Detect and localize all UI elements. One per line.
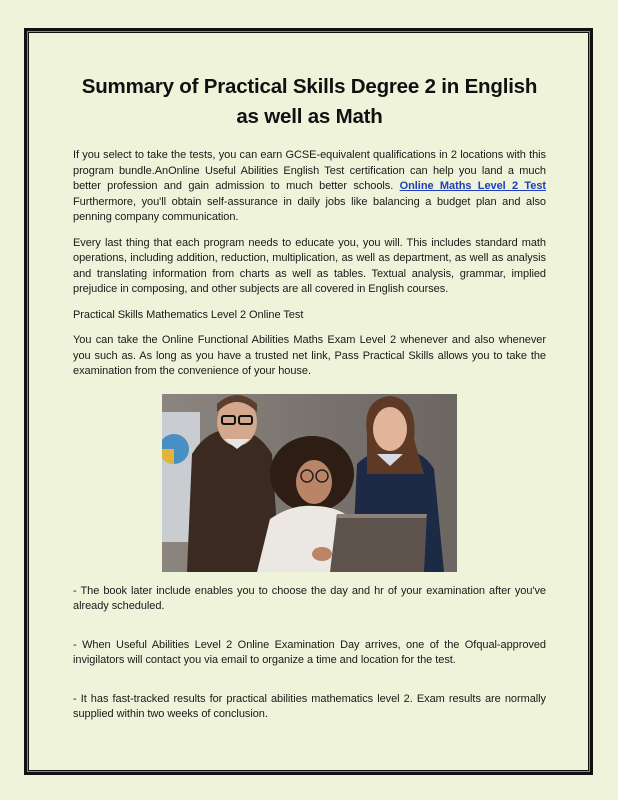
intro-text-after-link: Furthermore, you'll obtain self-assurance in daily jobs like balancing a budget plan and also penning company communication.: [73, 195, 546, 223]
page-title: Summary of Practical Skills Degree 2 in English as well as Math: [81, 75, 538, 128]
photo-illustration: [162, 394, 457, 572]
bullet-item: - The book later include enables you to choose the day and hr of your examination after you've already scheduled.: [73, 584, 546, 612]
bullet-item: - It has fast-tracked results for practical abilities mathematics level 2. Exam results are normally supplied within two weeks of conclusion.: [73, 692, 546, 720]
intro-text-before-link: If you select to take the tests, you can earn GCSE-equivalent qualifications in 2 locations with this program bundle.AnOnline Useful Abilities English Test certification can help you land a much better profession and gain admission to much better schools.: [73, 149, 546, 192]
laptop-edge: [336, 514, 427, 518]
online-test-paragraph: You can take the Online Functional Abilities Maths Exam Level 2 whenever and also whenever you such as. As long as you have a trusted net link, Pass Practical Skills allows you to take the examination from the convenience of your house.: [73, 334, 546, 377]
girl-hand: [312, 547, 332, 561]
girl-head: [296, 460, 332, 504]
online-maths-level-2-test-link[interactable]: Online Maths Level 2 Test: [399, 180, 547, 192]
students-laptop-photo: [162, 394, 457, 572]
document-content: [73, 72, 546, 723]
bullet-item: - When Useful Abilities Level 2 Online Examination Day arrives, one of the Ofqual-approved invigilators will contact you via email to organize a time and location for the test.: [73, 638, 546, 666]
laptop: [330, 514, 427, 572]
curriculum-paragraph: Every last thing that each program needs to educate you, you will. This includes standard math operations, including addition, reduction, multiplication, as well as department, as well as analysis and translating information from charts as well as tables. Textual analysis, grammar, implied prejudice in composing, and other subjects are all covered in English courses.: [73, 236, 546, 295]
intro-paragraph: [73, 148, 546, 226]
section-subheading: Practical Skills Mathematics Level 2 Online Test: [73, 308, 304, 321]
woman-head: [373, 407, 407, 451]
